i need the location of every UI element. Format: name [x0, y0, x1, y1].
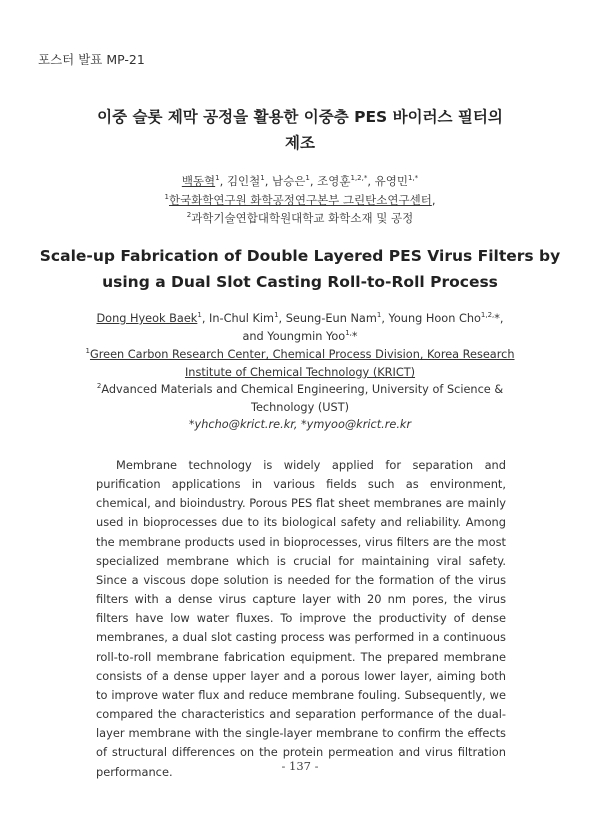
- korean-authors: 백동혁$^1$, 김인철$^1$, 남승은$^1$, 조영훈$^{1,2,*}$, 유영민$^{1,*}$: [181, 174, 419, 188]
- session-label: 포스터 발표 MP-21: [38, 52, 145, 67]
- korean-title-line-1: 이중 슬롯 제막 공정을 활용한 이중층 PES 바이러스 필터의: [97, 108, 503, 126]
- english-authors-line-1: Dong Hyeok Baek$^1$, In-Chul Kim$^1$, Seung-Eun Nam$^1$, Young Hoon Cho$^{1,2,}$*,: [96, 311, 504, 325]
- english-affiliation-1-line-1: $^1$Green Carbon Research Center, Chemical Process Division, Korea Research: [85, 347, 515, 361]
- abstract-body: [96, 456, 506, 782]
- abstract-paragraph: Membrane technology is widely applied for separation and purification applications in various fields such as environment, chemical, and bioindustry. Porous PES flat sheet membranes are mainly used in bioprocesses due to its biological safety and reliability. Among the membrane products used in bioprocesses, virus filters are the most specialized membrane which is crucial for maintaining viral safety. Since a viscous dope solution is needed for the formation of the virus filters with a dense virus capture layer with 20 nm pores, the virus filters have low water fluxes. To improve the productivity of dense membranes, a dual slot casting process was performed in a continuous roll-to-roll membrane fabrication equipment. The prepared membrane consists of a dense upper layer and a porous lower layer, aiming both to improve water flux and reduce membrane fouling. Subsequently, we compared the characteristics and separation performance of the dual-layer membrane with the single-layer membrane to confirm the effects of structural differences on the protein permeation and virus filtration performance.: [96, 458, 506, 779]
- contact-emails: *yhcho@krict.re.kr, *ymyoo@krict.re.kr: [188, 418, 412, 431]
- english-title-line-1: Scale-up Fabrication of Double Layered PES Virus Filters by: [39, 247, 561, 265]
- korean-affiliation-2: $^2$과학기술연합대학원대학교 화학소재 및 공정: [186, 211, 414, 225]
- english-title-line-2: using a Dual Slot Casting Roll-to-Roll Process: [102, 273, 498, 291]
- korean-title-line-2: 제조: [285, 134, 315, 152]
- english-affiliation-2-line-2: Technology (UST): [250, 401, 350, 414]
- page-number: - 137 -: [281, 759, 319, 773]
- english-authors-line-2: and Youngmin Yoo$^{1,}$*: [242, 329, 358, 343]
- korean-affiliation-1: $^1$한국화학연구원 화학공정연구본부 그린탄소연구센터,: [164, 193, 436, 207]
- english-affiliation-1-line-2: Institute of Chemical Technology (KRICT): [184, 366, 416, 379]
- english-affiliation-2-line-1: $^2$Advanced Materials and Chemical Engineering, University of Science &: [96, 382, 504, 396]
